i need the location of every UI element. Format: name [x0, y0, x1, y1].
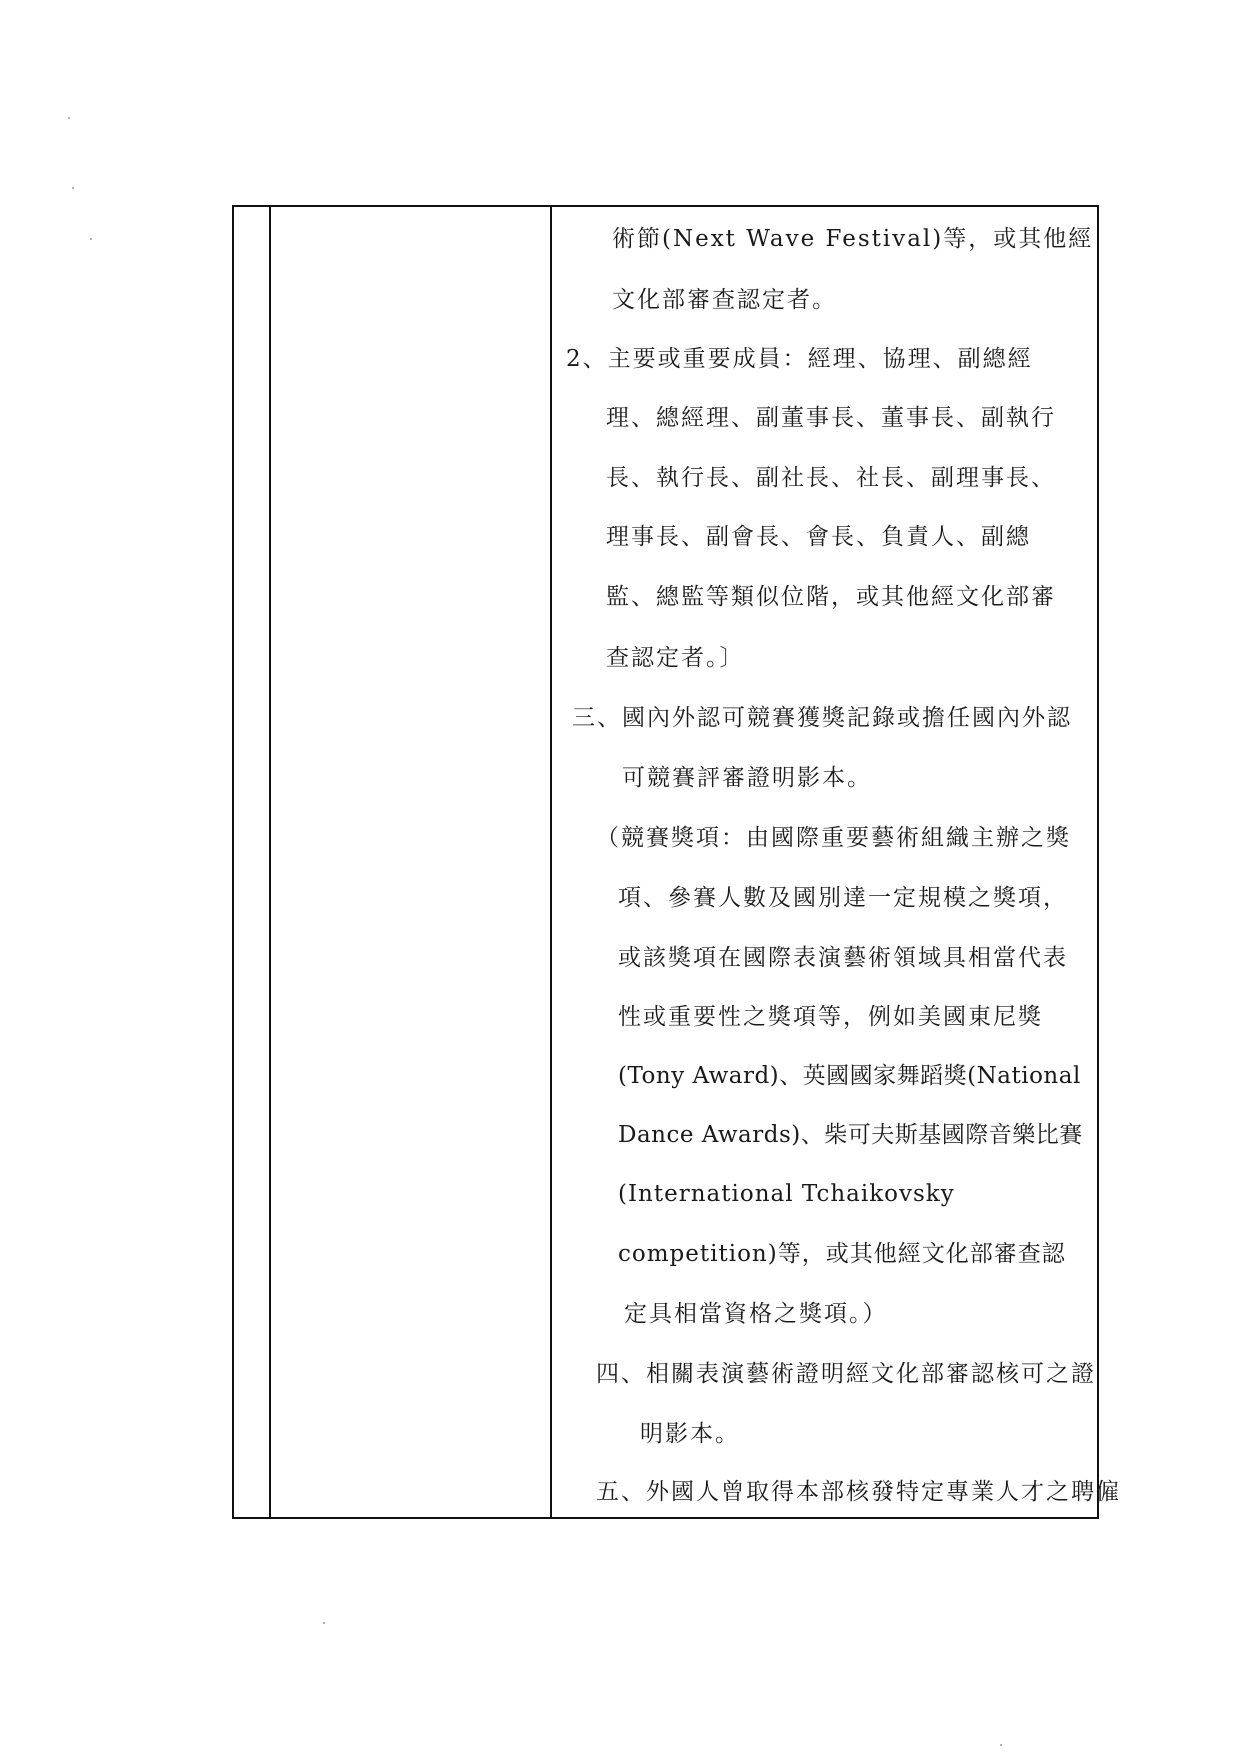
text-line: Dance Awards)、柴可夫斯基國際音樂比賽 [618, 1122, 1083, 1148]
text-line: (Tony Award)、英國國家舞蹈獎(National [618, 1063, 1081, 1089]
text-line: 理、總經理、副董事長、董事長、副執行 [606, 405, 1056, 431]
text-line: 文化部審查認定者。 [612, 287, 837, 313]
text-line: 可競賽評審證明影本。 [622, 765, 872, 791]
column-divider-1 [269, 205, 271, 1517]
text-line: 三、國內外認可競賽獲獎記錄或擔任國內外認 [572, 705, 1072, 731]
text-line: 2、主要或重要成員：經理、協理、副總經 [566, 346, 1033, 372]
text-line: 項、參賽人數及國別達一定規模之獎項， [618, 885, 1068, 911]
scan-speck [68, 117, 70, 119]
scan-speck [323, 1622, 325, 1624]
text-line: 監、總監等類似位階，或其他經文化部審 [606, 584, 1056, 610]
text-line: 術節(Next Wave Festival)等，或其他經 [612, 226, 1094, 252]
text-line: （競賽獎項：由國際重要藝術組織主辦之獎 [596, 825, 1071, 851]
text-line: (International Tchaikovsky [618, 1181, 955, 1207]
text-line: 性或重要性之獎項等，例如美國東尼獎 [618, 1004, 1043, 1030]
text-line: 明影本。 [640, 1421, 740, 1447]
scan-speck [90, 238, 92, 240]
text-line: 查認定者。〕 [606, 645, 745, 671]
scan-speck [1000, 1744, 1002, 1746]
text-line: 五、外國人曾取得本部核發特定專業人才之聘僱 [596, 1479, 1121, 1505]
scan-speck [72, 187, 74, 189]
text-line: 四、相關表演藝術證明經文化部審認核可之證 [596, 1361, 1096, 1387]
text-line: 定具相當資格之獎項。） [624, 1301, 888, 1327]
text-line: 或該獎項在國際表演藝術領域具相當代表 [618, 945, 1068, 971]
text-line: competition)等，或其他經文化部審查認 [618, 1241, 1066, 1267]
column-divider-2 [550, 205, 552, 1517]
text-line: 理事長、副會長、會長、負責人、副總 [606, 524, 1031, 550]
text-line: 長、執行長、副社長、社長、副理事長、 [606, 465, 1056, 491]
